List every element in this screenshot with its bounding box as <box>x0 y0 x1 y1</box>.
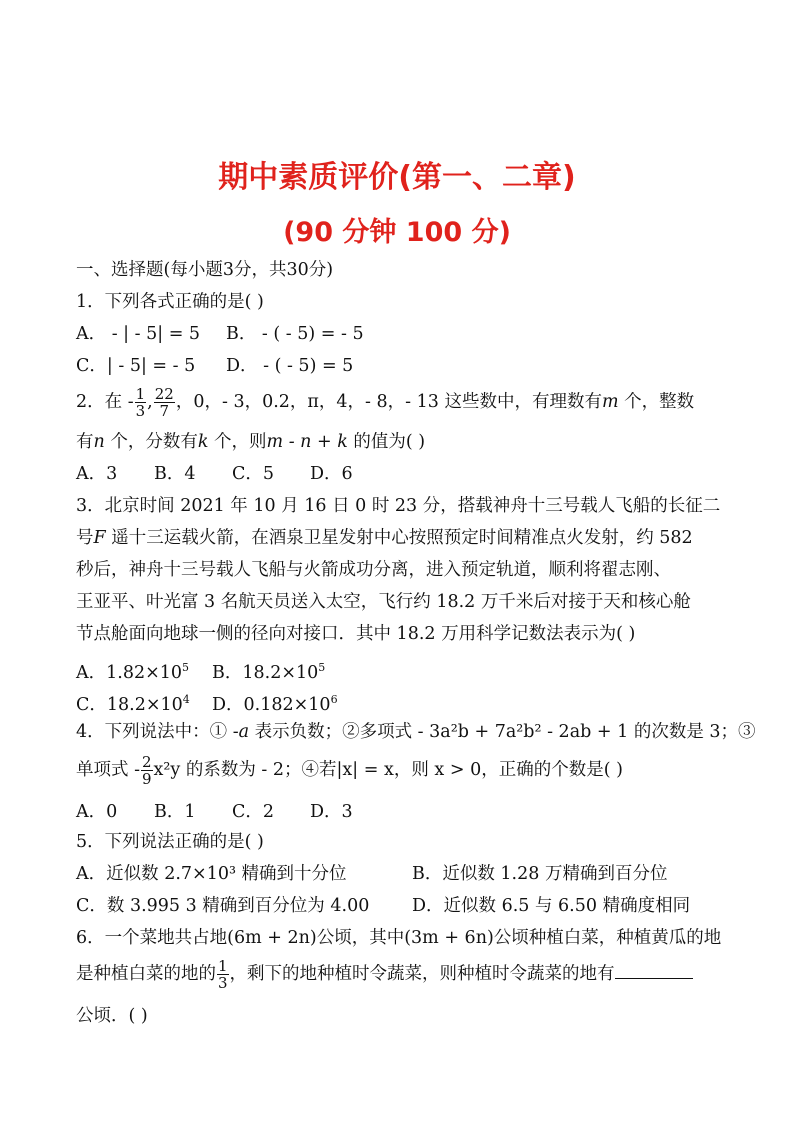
question-2-option-a: A．3 <box>76 464 118 484</box>
question-3-option-b: B．$18.2\times 10^5$ <box>212 661 326 683</box>
page-title: 期中素质评价(第一、二章) <box>218 160 576 195</box>
page-subtitle: (90 分钟 100 分) <box>283 217 511 248</box>
answer-blank[interactable] <box>615 962 693 979</box>
question-4-line-1: 4．下列说法中：① -a 表示负数；②多项式 - 3a²b + 7a²b² - 2ab + 1 的次数是 3；③ <box>76 722 756 742</box>
question-5-option-d: D．近似数 6.5 与 6.50 精确度相同 <box>412 896 691 916</box>
question-3-line-5: 节点舱面向地球一侧的径向对接口．其中 18.2 万用科学记数法表示为( ) <box>76 624 636 644</box>
fraction-one-third: $\frac{1}{3}$ <box>218 957 228 992</box>
question-5-option-b: B．近似数 1.28 万精确到百分位 <box>412 864 668 884</box>
question-6-line-2: 是种植白菜的地的 $\frac{1}{3}$ ，剩下的地种植时令蔬菜，则种植时令蔬菜的地有 <box>76 958 693 991</box>
question-6-line-3: 公顷．( ) <box>76 1006 148 1026</box>
question-3-option-a: A．$1.82\times 10^5$ <box>76 661 190 683</box>
question-5-stem: 5．下列说法正确的是( ) <box>76 832 264 852</box>
question-3-line-4: 王亚平、叶光富 3 名航天员送入太空，飞行约 18.2 万千米后对接于天和核心舱 <box>76 592 691 612</box>
question-3-line-2: 号F 遥十三运载火箭，在酒泉卫星发射中心按照预定时间精准点火发射，约 582 <box>76 528 693 548</box>
section-heading: 一、选择题(每小题3分，共30分) <box>76 260 334 280</box>
question-2-line-1: 2．在 - $\frac{1}{3}$ , $\frac{22}{7}$ ，0，- 3，0.2，π，4，- 8，- 13 这些数中，有理数有m 个，整数 <box>76 385 695 420</box>
question-4-option-b: B．1 <box>154 802 196 822</box>
question-3-line-1: 3．北京时间 2021 年 10 月 16 日 0 时 23 分，搭载神舟十三号载人飞船的长征二 <box>76 496 721 516</box>
question-4-line-2: 单项式 - $\frac{2}{9}$ x²y 的系数为 - 2；④若|x| = x，则 x > 0，正确的个数是( ) <box>76 753 623 788</box>
question-2-line-2: 有n 个，分数有k 个，则m - n + k 的值为( ) <box>76 432 426 452</box>
question-2-text: 2．在 - <box>76 392 134 412</box>
question-1-option-c: C．| - 5| = - 5 <box>76 356 196 376</box>
question-1-stem: 1．下列各式正确的是( ) <box>76 292 264 312</box>
question-2-option-b: B．4 <box>154 464 196 484</box>
question-2-option-c: C．5 <box>232 464 275 484</box>
question-3-option-c: C．$18.2\times 10^4$ <box>76 693 190 715</box>
question-1-option-a: A． - | - 5| = 5 <box>76 324 201 344</box>
fraction-one-third: $\frac{1}{3}$ <box>135 385 146 420</box>
fraction-two-ninths: $\frac{2}{9}$ <box>141 753 152 788</box>
question-4-option-a: A．0 <box>76 802 118 822</box>
question-3-option-d: D．$0.182\times 10^6$ <box>212 693 338 715</box>
question-3-line-3: 秒后，神舟十三号载人飞船与火箭成功分离，进入预定轨道，顺利将翟志刚、 <box>76 560 671 580</box>
question-4-option-d: D．3 <box>310 802 353 822</box>
question-2-option-d: D．6 <box>310 464 353 484</box>
question-1-option-d: D． - ( - 5) = 5 <box>226 356 354 376</box>
fraction-22-7: $\frac{22}{7}$ <box>154 385 174 420</box>
question-5-option-a: A．近似数 2.7×10³ 精确到十分位 <box>76 864 347 884</box>
question-5-option-c: C．数 3.995 3 精确到百分位为 4.00 <box>76 896 370 916</box>
question-4-option-c: C．2 <box>232 802 275 822</box>
question-1-option-b: B． - ( - 5) = - 5 <box>226 324 364 344</box>
question-6-line-1: 6．一个菜地共占地(6m + 2n)公顷，其中(3m + 6n)公顷种植白菜，种植黄瓜的地 <box>76 928 722 948</box>
